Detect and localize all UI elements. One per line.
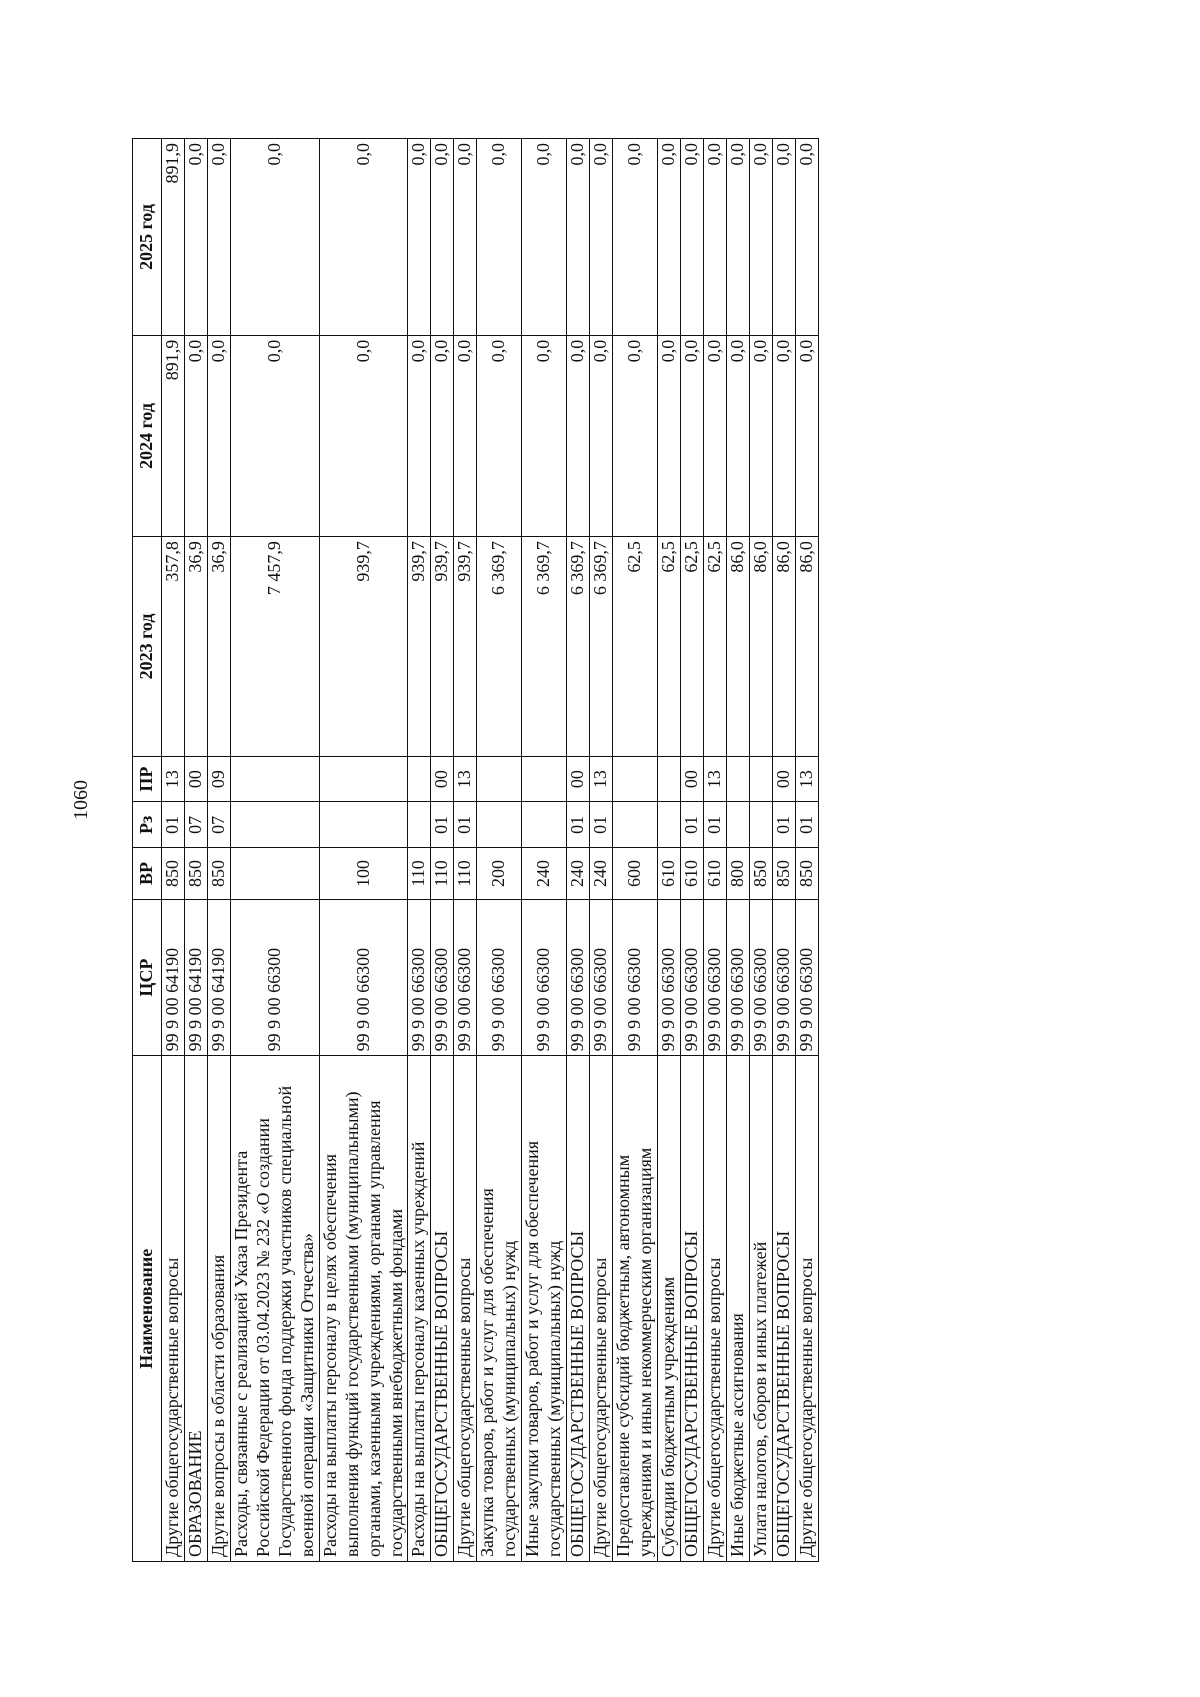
cell-vr: 240 xyxy=(590,848,613,899)
header-name: Наименование xyxy=(133,1056,162,1562)
cell-vr: 850 xyxy=(749,848,772,899)
cell-vr: 240 xyxy=(522,848,567,899)
cell-pr: 00 xyxy=(680,756,703,802)
cell-2024: 0,0 xyxy=(522,335,567,536)
cell-rz xyxy=(657,802,680,848)
table-row xyxy=(408,139,431,1562)
cell-csr: 99 9 00 66300 xyxy=(454,899,477,1056)
cell-2024: 0,0 xyxy=(230,335,319,536)
cell-name: Закупка товаров, работ и услуг для обеспечения государственных (муниципальных) нужд xyxy=(477,1056,522,1562)
cell-rz xyxy=(726,802,749,848)
cell-rz: 01 xyxy=(772,802,795,848)
cell-2023: 36,9 xyxy=(184,537,207,757)
table-row xyxy=(522,139,567,1562)
cell-2025: 0,0 xyxy=(319,139,408,336)
cell-2025: 0,0 xyxy=(772,139,795,336)
cell-rz: 01 xyxy=(590,802,613,848)
cell-2025: 0,0 xyxy=(230,139,319,336)
table-row xyxy=(162,139,185,1562)
cell-rz: 07 xyxy=(184,802,207,848)
cell-rz: 07 xyxy=(207,802,230,848)
cell-rz xyxy=(230,802,319,848)
table-row xyxy=(567,139,590,1562)
cell-vr: 610 xyxy=(703,848,726,899)
cell-pr xyxy=(319,756,408,802)
cell-pr xyxy=(613,756,658,802)
cell-name: Другие общегосударственные вопросы xyxy=(454,1056,477,1562)
cell-2023: 36,9 xyxy=(207,537,230,757)
cell-2023: 6 369,7 xyxy=(590,537,613,757)
cell-2025: 0,0 xyxy=(567,139,590,336)
cell-vr: 850 xyxy=(795,848,818,899)
cell-vr: 800 xyxy=(726,848,749,899)
cell-2025: 0,0 xyxy=(590,139,613,336)
cell-vr: 850 xyxy=(162,848,185,899)
cell-2025: 0,0 xyxy=(431,139,454,336)
cell-2023: 6 369,7 xyxy=(567,537,590,757)
cell-2023: 86,0 xyxy=(749,537,772,757)
cell-csr: 99 9 00 66300 xyxy=(522,899,567,1056)
cell-name: Другие общегосударственные вопросы xyxy=(162,1056,185,1562)
cell-name: Уплата налогов, сборов и иных платежей xyxy=(749,1056,772,1562)
header-2023: 2023 год xyxy=(133,537,162,757)
cell-2024: 0,0 xyxy=(207,335,230,536)
cell-rz xyxy=(749,802,772,848)
cell-2024: 0,0 xyxy=(613,335,658,536)
cell-csr: 99 9 00 66300 xyxy=(613,899,658,1056)
cell-rz: 01 xyxy=(703,802,726,848)
cell-2024: 0,0 xyxy=(772,335,795,536)
cell-csr: 99 9 00 66300 xyxy=(230,899,319,1056)
cell-name: Другие вопросы в области образования xyxy=(207,1056,230,1562)
cell-2025: 0,0 xyxy=(522,139,567,336)
cell-pr: 13 xyxy=(703,756,726,802)
cell-name: Другие общегосударственные вопросы xyxy=(703,1056,726,1562)
cell-pr: 00 xyxy=(567,756,590,802)
table-row xyxy=(703,139,726,1562)
cell-name: ОБЩЕГОСУДАРСТВЕННЫЕ ВОПРОСЫ xyxy=(680,1056,703,1562)
cell-pr: 09 xyxy=(207,756,230,802)
cell-name: Другие общегосударственные вопросы xyxy=(795,1056,818,1562)
cell-2025: 0,0 xyxy=(680,139,703,336)
header-2025: 2025 год xyxy=(133,139,162,336)
header-row xyxy=(133,139,162,1562)
page-number: 1060 xyxy=(70,780,92,820)
cell-csr: 99 9 00 66300 xyxy=(319,899,408,1056)
cell-2024: 0,0 xyxy=(590,335,613,536)
budget-table xyxy=(132,138,819,1562)
cell-2024: 0,0 xyxy=(680,335,703,536)
cell-name: Иные бюджетные ассигнования xyxy=(726,1056,749,1562)
table-row xyxy=(454,139,477,1562)
table-body xyxy=(162,139,819,1562)
cell-csr: 99 9 00 66300 xyxy=(567,899,590,1056)
cell-2024: 0,0 xyxy=(454,335,477,536)
cell-vr xyxy=(230,848,319,899)
table-row xyxy=(772,139,795,1562)
cell-2024: 0,0 xyxy=(184,335,207,536)
cell-2024: 0,0 xyxy=(408,335,431,536)
cell-vr: 240 xyxy=(567,848,590,899)
table-row xyxy=(657,139,680,1562)
cell-rz: 01 xyxy=(162,802,185,848)
table-row xyxy=(749,139,772,1562)
cell-2025: 0,0 xyxy=(795,139,818,336)
cell-2023: 86,0 xyxy=(772,537,795,757)
cell-2025: 0,0 xyxy=(454,139,477,336)
cell-vr: 110 xyxy=(408,848,431,899)
cell-vr: 850 xyxy=(184,848,207,899)
cell-pr xyxy=(408,756,431,802)
cell-2025: 0,0 xyxy=(726,139,749,336)
cell-2023: 62,5 xyxy=(657,537,680,757)
table-row xyxy=(680,139,703,1562)
header-2024: 2024 год xyxy=(133,335,162,536)
cell-pr xyxy=(749,756,772,802)
cell-2024: 891,9 xyxy=(162,335,185,536)
cell-rz: 01 xyxy=(795,802,818,848)
cell-2023: 62,5 xyxy=(613,537,658,757)
cell-name: Иные закупки товаров, работ и услуг для обеспечения государственных (муниципальных) нужд xyxy=(522,1056,567,1562)
cell-2024: 0,0 xyxy=(319,335,408,536)
cell-2023: 62,5 xyxy=(680,537,703,757)
cell-csr: 99 9 00 64190 xyxy=(162,899,185,1056)
cell-pr: 13 xyxy=(590,756,613,802)
header-csr: ЦСР xyxy=(133,899,162,1056)
cell-rz: 01 xyxy=(454,802,477,848)
cell-pr: 13 xyxy=(162,756,185,802)
cell-rz xyxy=(613,802,658,848)
cell-2025: 0,0 xyxy=(477,139,522,336)
cell-2024: 0,0 xyxy=(477,335,522,536)
cell-vr: 610 xyxy=(680,848,703,899)
cell-name: Расходы, связанные с реализацией Указа Президента Российской Федерации от 03.04.2023 № 232 «О создании Государственного фонда поддержки участников специальной военной операции «Защитники Отчества» xyxy=(230,1056,319,1562)
cell-rz xyxy=(408,802,431,848)
cell-2024: 0,0 xyxy=(567,335,590,536)
cell-rz: 01 xyxy=(431,802,454,848)
cell-vr: 610 xyxy=(657,848,680,899)
cell-csr: 99 9 00 66300 xyxy=(431,899,454,1056)
cell-2025: 0,0 xyxy=(613,139,658,336)
cell-csr: 99 9 00 66300 xyxy=(657,899,680,1056)
cell-2023: 6 369,7 xyxy=(522,537,567,757)
table-row xyxy=(726,139,749,1562)
header-pr: ПР xyxy=(133,756,162,802)
cell-csr: 99 9 00 66300 xyxy=(726,899,749,1056)
cell-rz xyxy=(477,802,522,848)
cell-name: Расходы на выплаты персоналу в целях обеспечения выполнения функций государственными (муниципальными) органами, казенными учреждениями, органами управления государственными внебюджетными фондами xyxy=(319,1056,408,1562)
cell-2023: 939,7 xyxy=(431,537,454,757)
header-vr: ВР xyxy=(133,848,162,899)
cell-2025: 0,0 xyxy=(408,139,431,336)
table-row xyxy=(184,139,207,1562)
cell-2024: 0,0 xyxy=(795,335,818,536)
cell-2023: 62,5 xyxy=(703,537,726,757)
cell-2025: 0,0 xyxy=(184,139,207,336)
cell-2023: 939,7 xyxy=(319,537,408,757)
cell-2024: 0,0 xyxy=(749,335,772,536)
table-row xyxy=(477,139,522,1562)
cell-2023: 939,7 xyxy=(408,537,431,757)
cell-vr: 200 xyxy=(477,848,522,899)
cell-name: Расходы на выплаты персоналу казенных учреждений xyxy=(408,1056,431,1562)
header-rz: Рз xyxy=(133,802,162,848)
cell-2023: 7 457,9 xyxy=(230,537,319,757)
cell-2023: 86,0 xyxy=(795,537,818,757)
cell-csr: 99 9 00 66300 xyxy=(477,899,522,1056)
cell-2023: 6 369,7 xyxy=(477,537,522,757)
cell-2023: 357,8 xyxy=(162,537,185,757)
rotated-table-container xyxy=(132,138,1056,1562)
cell-2023: 86,0 xyxy=(726,537,749,757)
table-row xyxy=(319,139,408,1562)
cell-csr: 99 9 00 64190 xyxy=(207,899,230,1056)
cell-csr: 99 9 00 66300 xyxy=(408,899,431,1056)
cell-vr: 850 xyxy=(207,848,230,899)
cell-2025: 0,0 xyxy=(749,139,772,336)
cell-pr: 00 xyxy=(431,756,454,802)
cell-2024: 0,0 xyxy=(431,335,454,536)
table-row xyxy=(795,139,818,1562)
cell-pr xyxy=(230,756,319,802)
cell-pr xyxy=(522,756,567,802)
cell-csr: 99 9 00 66300 xyxy=(590,899,613,1056)
cell-vr: 600 xyxy=(613,848,658,899)
table-row xyxy=(590,139,613,1562)
cell-2025: 0,0 xyxy=(207,139,230,336)
cell-2025: 0,0 xyxy=(657,139,680,336)
table-row xyxy=(431,139,454,1562)
cell-2025: 891,9 xyxy=(162,139,185,336)
table-row xyxy=(207,139,230,1562)
cell-rz: 01 xyxy=(567,802,590,848)
cell-csr: 99 9 00 66300 xyxy=(749,899,772,1056)
cell-pr xyxy=(726,756,749,802)
cell-pr: 13 xyxy=(795,756,818,802)
cell-name: Субсидии бюджетным учреждениям xyxy=(657,1056,680,1562)
table-row xyxy=(230,139,319,1562)
cell-pr: 13 xyxy=(454,756,477,802)
cell-vr: 850 xyxy=(772,848,795,899)
cell-pr xyxy=(657,756,680,802)
cell-2024: 0,0 xyxy=(703,335,726,536)
cell-name: Другие общегосударственные вопросы xyxy=(590,1056,613,1562)
cell-pr: 00 xyxy=(772,756,795,802)
cell-csr: 99 9 00 66300 xyxy=(680,899,703,1056)
cell-name: ОБЩЕГОСУДАРСТВЕННЫЕ ВОПРОСЫ xyxy=(431,1056,454,1562)
cell-name: ОБРАЗОВАНИЕ xyxy=(184,1056,207,1562)
cell-pr: 00 xyxy=(184,756,207,802)
cell-csr: 99 9 00 64190 xyxy=(184,899,207,1056)
cell-2024: 0,0 xyxy=(726,335,749,536)
cell-name: ОБЩЕГОСУДАРСТВЕННЫЕ ВОПРОСЫ xyxy=(567,1056,590,1562)
cell-rz xyxy=(319,802,408,848)
cell-pr xyxy=(477,756,522,802)
cell-2024: 0,0 xyxy=(657,335,680,536)
cell-name: ОБЩЕГОСУДАРСТВЕННЫЕ ВОПРОСЫ xyxy=(772,1056,795,1562)
cell-csr: 99 9 00 66300 xyxy=(772,899,795,1056)
cell-csr: 99 9 00 66300 xyxy=(703,899,726,1056)
cell-2023: 939,7 xyxy=(454,537,477,757)
cell-csr: 99 9 00 66300 xyxy=(795,899,818,1056)
cell-vr: 100 xyxy=(319,848,408,899)
cell-name: Предоставление субсидий бюджетным, автономным учреждениям и иным некоммерческим организациям xyxy=(613,1056,658,1562)
cell-vr: 110 xyxy=(454,848,477,899)
table-row xyxy=(613,139,658,1562)
cell-rz: 01 xyxy=(680,802,703,848)
cell-2025: 0,0 xyxy=(703,139,726,336)
cell-vr: 110 xyxy=(431,848,454,899)
cell-rz xyxy=(522,802,567,848)
